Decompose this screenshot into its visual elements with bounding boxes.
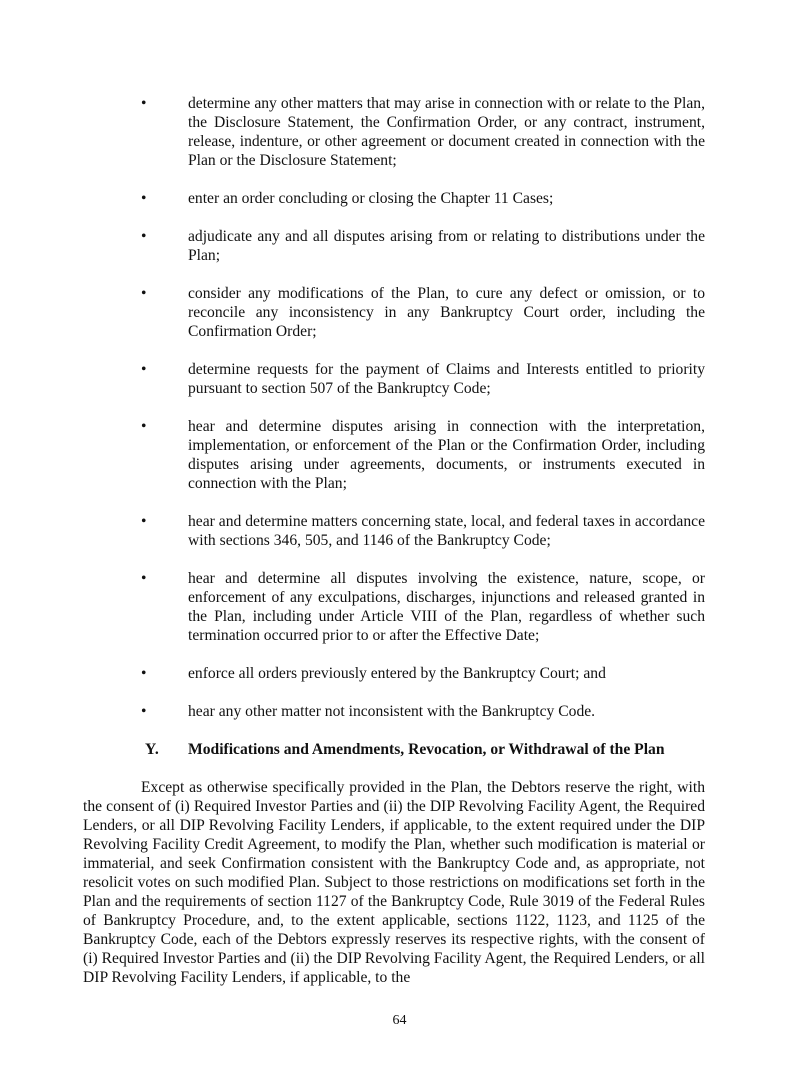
- bullet-icon: •: [141, 190, 147, 207]
- bullet-icon: •: [141, 95, 147, 112]
- bullet-list: [0, 94, 799, 740]
- bullet-icon: •: [141, 285, 147, 302]
- list-item-text: hear any other matter not inconsistent with the Bankruptcy Code.: [188, 703, 596, 720]
- list-item: [0, 189, 705, 208]
- list-item: [0, 284, 705, 341]
- list-item: [0, 360, 705, 398]
- bullet-icon: •: [141, 418, 147, 435]
- list-item: [0, 227, 705, 265]
- list-item-text: adjudicate any and all disputes arising from or relating to distributions under the Plan;: [188, 228, 705, 264]
- list-item-text: hear and determine all disputes involving the existence, nature, scope, or enforcement of any exculpations, discharges, injunctions and released granted in the Plan, including under Article VIII of the Plan, regardless of whether such termination occurred prior to or after the Effective Date;: [188, 570, 705, 644]
- list-item: [0, 702, 705, 721]
- section-title: Modifications and Amendments, Revocation, or Withdrawal of the Plan: [188, 741, 665, 758]
- bullet-icon: •: [141, 570, 147, 587]
- list-item-text: enter an order concluding or closing the Chapter 11 Cases;: [188, 190, 554, 207]
- section-letter: Y.: [145, 741, 159, 758]
- bullet-icon: •: [141, 513, 147, 530]
- list-item-text: hear and determine disputes arising in connection with the interpretation, implementation, or enforcement of the Plan or the Confirmation Order, including disputes arising under agreements, documents, or instruments executed in connection with the Plan;: [188, 418, 705, 492]
- list-item-text: consider any modifications of the Plan, to cure any defect or omission, or to reconcile any inconsistency in any Bankruptcy Court order, including the Confirmation Order;: [188, 285, 705, 340]
- list-item-text: determine any other matters that may arise in connection with or relate to the Plan, the Disclosure Statement, the Confirmation Order, or any contract, instrument, release, indenture, or other agreement or document created in connection with the Plan or the Disclosure Statement;: [188, 95, 705, 169]
- bullet-icon: •: [141, 228, 147, 245]
- list-item-text: hear and determine matters concerning state, local, and federal taxes in accordance with sections 346, 505, and 1146 of the Bankruptcy Code;: [188, 513, 705, 549]
- page-number: 64: [392, 1013, 407, 1028]
- list-item-text: enforce all orders previously entered by the Bankruptcy Court; and: [188, 665, 606, 682]
- section-heading: [145, 740, 705, 759]
- body-paragraph: Except as otherwise specifically provided in the Plan, the Debtors reserve the right, with the consent of (i) Required Investor Parties and (ii) the DIP Revolving Facility Agent, the Required Lenders, or all DIP Revolving Facility Lenders, if applicable, to the extent required under the DIP Revolving Facility Credit Agreement, to modify the Plan, whether such modification is material or immaterial, and seek Confirmation consistent with the Bankruptcy Code and, as appropriate, not resolicit votes on such modified Plan. Subject to those restrictions on modifications set forth in the Plan and the requirements of section 1127 of the Bankruptcy Code, Rule 3019 of the Federal Rules of Bankruptcy Procedure, and, to the extent applicable, sections 1122, 1123, and 1125 of the Bankruptcy Code, each of the Debtors expressly reserves its respective rights, with the consent of (i) Required Investor Parties and (ii) the DIP Revolving Facility Agent, the Required Lenders, or all DIP Revolving Facility Lenders, if applicable, to the: [83, 779, 705, 986]
- list-item: [0, 664, 705, 683]
- list-item: [0, 94, 705, 170]
- bullet-icon: •: [141, 703, 147, 720]
- list-item: [0, 512, 705, 550]
- bullet-icon: •: [141, 361, 147, 378]
- list-item: [0, 569, 705, 645]
- list-item-text: determine requests for the payment of Claims and Interests entitled to priority pursuant to section 507 of the Bankruptcy Code;: [188, 361, 705, 397]
- bullet-icon: •: [141, 665, 147, 682]
- list-item: [0, 417, 705, 493]
